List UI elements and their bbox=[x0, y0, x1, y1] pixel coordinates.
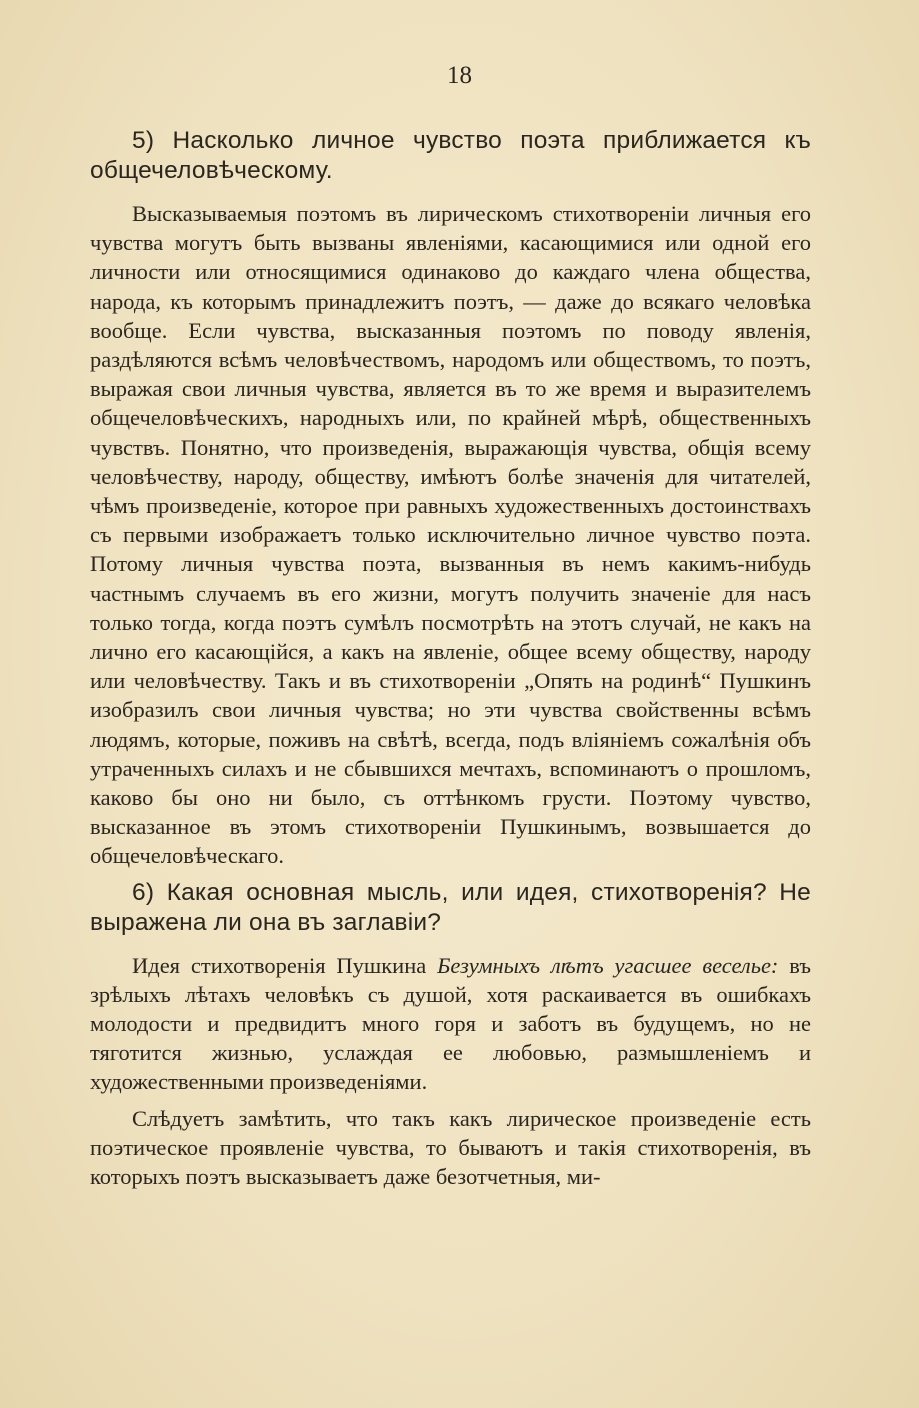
section-6-paragraph-2: Слѣдуетъ замѣтить, что такъ какъ лирическое произведеніе есть поэтическое проявленіе чувства, то бываютъ и такія стихотворенія, въ которыхъ поэтъ высказываетъ даже безотчетныя, ми- bbox=[90, 1105, 811, 1190]
poem-title-quote: Безумныхъ лѣтъ угасшее веселье: bbox=[437, 952, 779, 978]
section-6-heading: 6) Какая основная мысль, или идея, стихотворенія? Не выражена ли она въ заглавіи? bbox=[90, 878, 811, 936]
page-number: 18 bbox=[447, 62, 472, 89]
paragraph-text: въ зрѣлыхъ лѣтахъ человѣкъ съ душой, хотя раскаивается въ ошибкахъ молодости и предвидитъ много горя и заботъ въ будущемъ, но не тяготится жизнью, услаждая ее любовью, размышленіемъ и художественными произведеніями. bbox=[90, 952, 812, 1095]
section-5-heading: 5) Насколько личное чувство поэта приближается къ общечеловѣческому. bbox=[90, 127, 811, 184]
section-5-paragraph: Высказываемыя поэтомъ въ лирическомъ стихотвореніи личныя его чувства могутъ быть вызваны явленіями, касающимися или одной его личности или относящимися одинаково до каждаго члена общества, народа, къ которымъ принадлежитъ поэтъ, — даже до всякаго человѣка вообще. Если чувства, высказанныя поэтомъ по поводу явленія, раздѣляются всѣмъ человѣчествомъ, народомъ или обществомъ, то поэтъ, выражая свои личныя чувства, является въ то же время и выразителемъ общечеловѣческихъ, народныхъ или, по крайней мѣрѣ, общественныхъ чувствъ. Понятно, что произведенія, выражающія чувства, общія всему человѣчеству, народу, обществу, имѣютъ болѣе значенія для читателей, чѣмъ произведеніе, которое при равныхъ художественныхъ достоинствахъ съ первыми изображаетъ только исключительно личное чувство поэта. Потому личныя чувства поэта, вызванныя въ немъ какимъ-нибудь частнымъ случаемъ въ его жизни, могутъ получить значеніе для насъ только тогда, когда поэтъ сумѣлъ посмотрѣть на этотъ случай, не какъ на лично его касающійся, а какъ на явленіе, общее всему обществу, народу или человѣчеству. Такъ и въ стихотвореніи „Опять на родинѣ“ Пушкинъ изобразилъ свои личныя чувства; но эти чувства свойственны всѣмъ людямъ, которые, поживъ на свѣтѣ, всегда, подъ вліяніемъ сожалѣнія объ утраченныхъ силахъ и не сбывшихся мечтахъ, вспоминаютъ о прошломъ, каково бы оно ни было, съ оттѣнкомъ грусти. Поэтому чувство, высказанное въ этомъ стихотвореніи Пушкинымъ, возвышается до общечеловѣческаго. bbox=[90, 201, 811, 869]
paragraph-text: Идея стихотворенія Пушкина bbox=[132, 952, 438, 978]
section-6-paragraph-1 bbox=[90, 951, 811, 1097]
